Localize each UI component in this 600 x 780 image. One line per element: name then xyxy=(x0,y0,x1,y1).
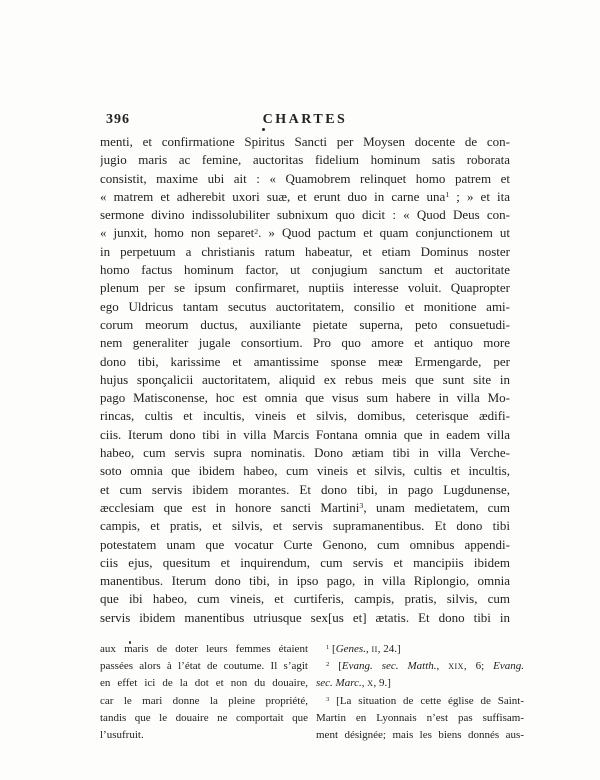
text-line: que ibi habeo, cum vineis, et curtiferis, campis, pratis, silvis, cum xyxy=(100,591,510,607)
scan-speck xyxy=(262,128,265,131)
footnote-column-left xyxy=(100,641,308,744)
footnote-reference: 2 xyxy=(254,226,259,236)
text-line: soto omnia que ibidem habeo, cum vineis et silvis, cultis et incultis, xyxy=(100,463,510,479)
text-line: hujus sponçalicii auctoritatem, aliquid ex rebus meis que sunt site in xyxy=(100,371,510,387)
footnote-column-right xyxy=(316,641,524,744)
text-line: consistit, maxime ubi ait : « Quamobrem relinquet homo patrem et xyxy=(100,170,510,186)
text-line: pago Matisconense, hoc est omnia que visus sum habere in villa Mo- xyxy=(100,390,510,406)
text-line: « matrem et adherebit uxori suæ, et erunt duo in carne una$^1$ ; » et ita xyxy=(100,188,510,204)
footnote-reference: 2 xyxy=(326,661,330,669)
text-line: homo factus hominum factor, ut conjugium sanctum et auctoritate xyxy=(100,262,510,278)
text-line: dono tibi, karissime et amantissime sponse meæ Ermengarde, per xyxy=(100,353,510,369)
text-line: jugio maris ac femine, auctoritas fidelium hominum satis roborata xyxy=(100,152,510,168)
page-number: 396 xyxy=(106,112,130,127)
text-line: ciis. Iterum dono tibi in villa Marcis Fontana omnia que in eadem villa xyxy=(100,426,510,442)
footnote-reference: 1 xyxy=(326,644,330,652)
footnote-reference: 3 xyxy=(359,501,364,511)
text-line: corum meorum ductus, auxiliante pietate superna, peto consuetudi- xyxy=(100,316,510,332)
text-line: ment désignée; mais les biens donnés aus- xyxy=(316,729,524,742)
text-line: nem generaliter jugale consortium. Pro quo amore et antiquo more xyxy=(100,335,510,351)
text-line: in perpetuum a christianis ratum habeatur, et etiam Dominus noster xyxy=(100,243,510,259)
text-line: æcclesiam que est in honore sancti Martini$^3$, unam medietatem, cum xyxy=(100,499,510,515)
footnotes xyxy=(100,641,524,744)
text-line: ciis ejus, quesitum et inquirendum, cum servis et mancipiis ibidem xyxy=(100,554,510,570)
footnote-reference: 3 xyxy=(326,695,330,703)
text-line: manentibus. Iterum dono tibi, in ipso pago, in villa Riplongio, omnia xyxy=(100,573,510,589)
footnote-reference: 1 xyxy=(445,190,450,200)
text-line: plenum per se ipsum confirmaret, nuptiis interesse voluit. Quapropter xyxy=(100,280,510,296)
text-line: l’usufruit. xyxy=(100,729,144,742)
charter-body-text xyxy=(100,133,510,627)
text-line: aux maris de doter leurs femmes étaient xyxy=(100,643,308,655)
text-line: campis, et pratis, et silvis, et servis supramanentibus. Et dono tibi xyxy=(100,518,510,534)
text-line: habeo, cum servis supra nominatis. Dono ætiam tibi in villa Verche- xyxy=(100,445,510,461)
text-line: et cum servis ibidem morantes. Et dono tibi, in pago Lugdunense, xyxy=(100,481,510,497)
text-line: car le mari donne la pleine propriété, xyxy=(100,694,308,707)
text-line: sec. Marc., x, 9.] xyxy=(316,677,391,690)
running-head xyxy=(100,112,510,130)
text-line: ego Uldricus tantam secutus auctoritatem, consilio et monitione ami- xyxy=(100,298,510,314)
page-title: CHARTES xyxy=(262,112,348,127)
text-line: menti, et confirmatione Spiritus Sancti per Moysen docente de con- xyxy=(100,134,510,149)
text-line: passées alors à l’état de coutume. Il s’agit xyxy=(100,660,308,673)
text-line: Martin en Lyonnais n’est pas suffisam- xyxy=(316,711,524,724)
text-line: potestatem unam que vocatur Curte Genono, cum omnibus appendi- xyxy=(100,536,510,552)
text-line: rincas, cultis et incultis, vineis et silvis, domibus, ceterisque ædifi- xyxy=(100,408,510,424)
text-line: $^1$ [Genes., ii, 24.] xyxy=(326,643,401,655)
text-line: $^2$ [Evang. sec. Matth., xix, 6; Evang. xyxy=(326,660,524,673)
text-line: servis ibidem manentibus utriusque sex[us et] ætatis. Et dono tibi in xyxy=(100,609,510,625)
text-line: « junxit, homo non separet$^2$. » Quod pactum et quam conjunctionem ut xyxy=(100,225,510,241)
text-line: $^3$ [La situation de cette église de Saint- xyxy=(326,694,524,707)
text-line: en effet ici de la dot et non du douaire, xyxy=(100,677,308,690)
text-line: sermone divino indissolubiliter subnixum quo dicit : « Quod Deus con- xyxy=(100,207,510,223)
text-line: tandis que le douaire ne comportait que xyxy=(100,711,308,724)
